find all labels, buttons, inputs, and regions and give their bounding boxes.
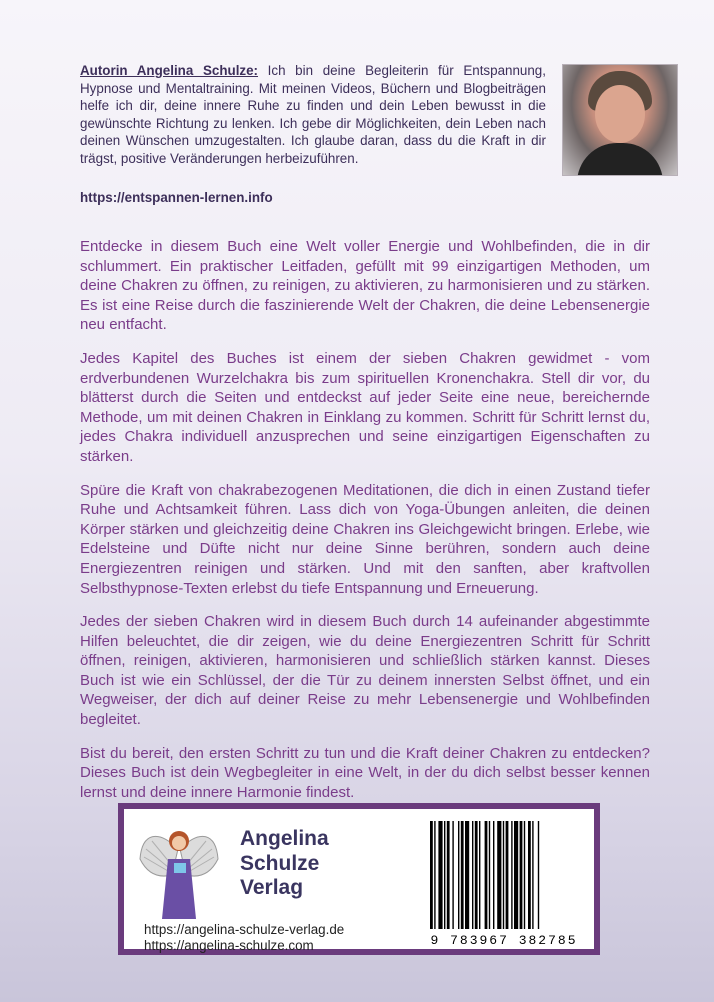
publisher-links xyxy=(144,922,344,954)
isbn-barcode xyxy=(424,821,584,948)
publisher-url[interactable]: https://angelina-schulze-verlag.de xyxy=(144,922,345,937)
description-paragraph: Entdecke in diesem Buch eine Welt voller Energie und Wohlbefinden, die in dir schlummert. Ein praktischer Leitfaden, gefüllt mit 99 einzigartigen Methoden, um deine Chakren zu öffnen, zu reinigen, zu aktivieren, zu harmonisieren und zu stärken. Es ist eine Reise durch die faszinierende Welt der Chakren, die deine Lebensenergie neu entfacht. xyxy=(80,238,650,334)
publisher-box xyxy=(118,803,600,955)
author-name: Autorin Angelina Schulze: xyxy=(80,63,259,78)
description-paragraph: Bist du bereit, den ersten Schritt zu tun und die Kraft deiner Chakren zu entdecken? Dieses Buch ist dein Wegbegleiter in eine Welt, in der du dich selbst besser kennen lernst und deine innere Harmonie findest. xyxy=(80,744,650,801)
author-bio-text: Ich bin deine Begleiterin für Entspannung, Hypnose und Mentaltraining. Mit meinen Videos, Büchern und Blogbeiträgen helfe ich dir, deine innere Ruhe zu finden und dein Leben bewusst in die gewünschte Richtung zu lenken. Ich gebe dir Möglichkeiten, dein Leben nach deinen Wünschen umzugestalten. Ich glaube daran, dass du die Kraft in dir trägst, positive Veränderungen herbeizuführen. xyxy=(80,63,546,166)
publisher-name-line: Verlag xyxy=(240,876,304,899)
author-photo xyxy=(562,64,678,176)
author-bio xyxy=(80,62,546,168)
description-paragraph: Jedes Kapitel des Buches ist einem der sieben Chakren gewidmet - vom erdverbundenen Wurzelchakra bis zum spirituellen Kronenchakra. Stell dir vor, du blätterst durch die Seiten und entdeckst auf jeder Seite eine neue, bereichernde Methode, um mit deinen Chakren in Einklang zu kommen. Schritt für Schritt lernst du, jedes Chakra individuell anzusprechen und seine einzigartigen Eigenschaften zu stärken. xyxy=(80,349,650,465)
barcode-bars xyxy=(430,821,578,931)
publisher-url[interactable]: https://angelina-schulze.com xyxy=(144,938,314,953)
description-paragraph: Spüre die Kraft von chakrabezogenen Meditationen, die dich in einen Zustand tiefer Ruhe und Achtsamkeit führen. Lass dich von Yoga-Übungen anleiten, die deinen Körper stärken und gleichzeitig deine Chakren ins Gleichgewicht bringen. Erlebe, wie Edelsteine und Düfte nicht nur deine Sinne berühren, sondern auch deine Energiezentren reinigen und stärken. Und mit den sanften, aber kraftvollen Selbsthypnose-Texten erlebst du tiefe Entspannung und Erneuerung. xyxy=(80,481,650,597)
publisher-name xyxy=(240,827,329,901)
book-description xyxy=(80,237,650,816)
description-paragraph: Jedes der sieben Chakren wird in diesem Buch durch 14 aufeinander abgestimmte Hilfen beleuchtet, die dir zeigen, wie du deine Energiezentren Schritt für Schritt öffnen, reinigen, aktivieren, harmonisieren und schließlich stärken kannst. Dieses Buch ist wie ein Schlüssel, der die Tür zu deinem innersten Selbst öffnet, und ein Wegweiser, der dich auf deiner Reise zu mehr Lebensenergie und Wohlbefinden begleitet. xyxy=(80,613,650,729)
publisher-name-line: Schulze xyxy=(240,851,320,875)
isbn-number: 9 783967 382785 xyxy=(430,933,578,948)
author-website[interactable]: https://entspannen-lernen.info xyxy=(80,190,273,205)
publisher-name-line: Angelina xyxy=(240,827,329,850)
angel-icon xyxy=(138,819,220,925)
